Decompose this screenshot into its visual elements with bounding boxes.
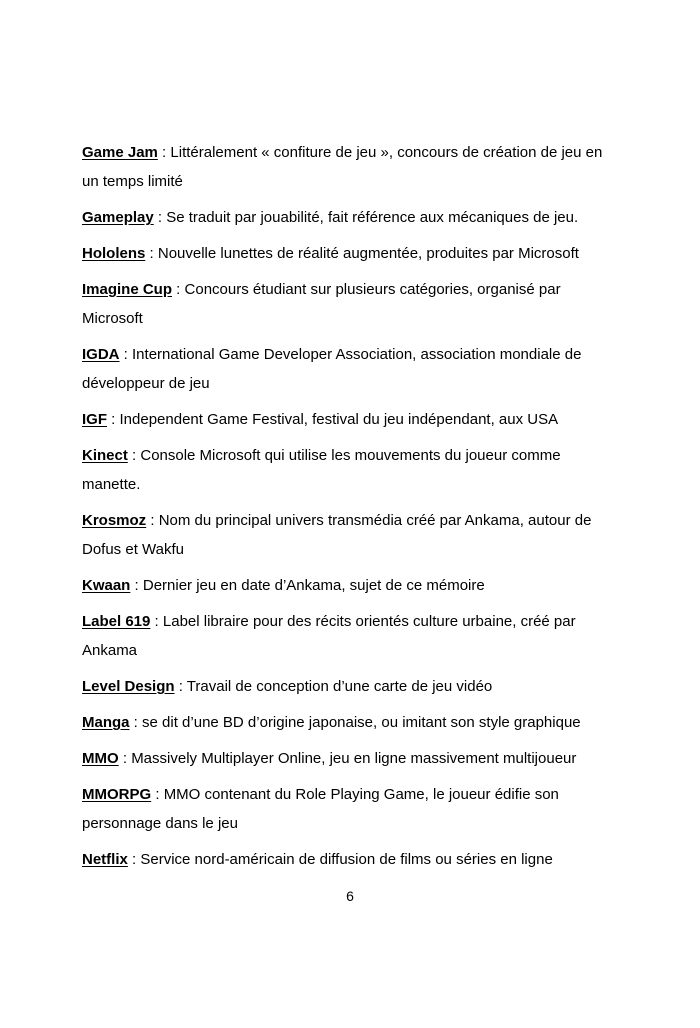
glossary-term: MMORPG: [82, 786, 152, 803]
page-number: 6: [346, 888, 354, 904]
glossary-entry: [82, 708, 622, 737]
glossary-term: Kinect: [82, 447, 128, 464]
glossary-definition: se dit d’une BD d’origine japonaise, ou imitant son style graphique: [142, 714, 581, 731]
term-separator: :: [172, 281, 185, 298]
glossary-entry: [82, 275, 622, 333]
glossary-definition: Nouvelle lunettes de réalité augmentée, produites par Microsoft: [157, 245, 579, 262]
glossary-term: MMO: [82, 750, 119, 767]
term-separator: :: [127, 851, 141, 868]
glossary-term: Label 619: [82, 613, 151, 630]
term-separator: :: [146, 512, 159, 529]
glossary-entry: [82, 571, 622, 600]
glossary-entry: [82, 340, 622, 398]
glossary-definition: Concours étudiant sur plusieurs catégories, organisé par Microsoft: [82, 281, 561, 327]
term-separator: :: [118, 750, 132, 767]
glossary-term: IGDA: [82, 346, 120, 363]
glossary-term: IGF: [82, 411, 107, 428]
glossary-definition: Littéralement « confiture de jeu », concours de création de jeu en un temps limité: [82, 144, 603, 190]
term-separator: :: [130, 577, 143, 594]
glossary-definition: International Game Developer Association, association mondiale de développeur de jeu: [82, 346, 582, 392]
glossary-term: Manga: [82, 714, 130, 731]
glossary-term: Netflix: [82, 851, 128, 868]
glossary-entry: [82, 138, 622, 196]
glossary-term: Hololens: [82, 245, 146, 262]
glossary-definition: Nom du principal univers transmédia créé par Ankama, autour de Dofus et Wakfu: [82, 512, 592, 558]
glossary-definition: MMO contenant du Role Playing Game, le joueur édifie son personnage dans le jeu: [82, 786, 559, 832]
term-separator: :: [174, 678, 187, 695]
glossary-term: Level Design: [82, 678, 175, 695]
glossary-entry: [82, 441, 622, 499]
glossary-entry: [82, 780, 622, 838]
glossary-definition: Se traduit par jouabilité, fait référence aux mécaniques de jeu.: [166, 209, 579, 226]
term-separator: :: [151, 786, 164, 803]
glossary-entry: [82, 405, 622, 434]
glossary-definition: Dernier jeu en date d’Ankama, sujet de ce mémoire: [142, 577, 485, 594]
glossary-entry: [82, 203, 622, 232]
glossary-term: Imagine Cup: [82, 281, 173, 298]
glossary-term: Kwaan: [82, 577, 131, 594]
glossary-entry: [82, 506, 622, 564]
glossary-definition: Console Microsoft qui utilise les mouvements du joueur comme manette.: [82, 447, 561, 493]
term-separator: :: [119, 346, 133, 363]
term-separator: :: [153, 209, 167, 226]
glossary-entry: [82, 607, 622, 665]
glossary-definition: Massively Multiplayer Online, jeu en ligne massivement multijoueur: [131, 750, 577, 767]
term-separator: :: [145, 245, 158, 262]
term-separator: :: [157, 144, 171, 161]
glossary-definition: Independent Game Festival, festival du jeu indépendant, aux USA: [119, 411, 559, 428]
glossary-term: Gameplay: [82, 209, 154, 226]
glossary-entry: [82, 845, 622, 874]
glossary-term: Game Jam: [82, 144, 158, 161]
term-separator: :: [150, 613, 163, 630]
glossary-entry: [82, 744, 622, 773]
term-separator: :: [107, 411, 120, 428]
glossary-definition: Service nord-américain de diffusion de films ou séries en ligne: [140, 851, 553, 868]
glossary-entry: [82, 239, 622, 268]
term-separator: :: [127, 447, 141, 464]
glossary-definition: Label libraire pour des récits orientés culture urbaine, créé par Ankama: [82, 613, 576, 659]
glossary-definition: Travail de conception d’une carte de jeu vidéo: [186, 678, 493, 695]
glossary-entry: [82, 672, 622, 701]
glossary-term: Krosmoz: [82, 512, 147, 529]
glossary-list: [82, 138, 622, 881]
term-separator: :: [129, 714, 143, 731]
